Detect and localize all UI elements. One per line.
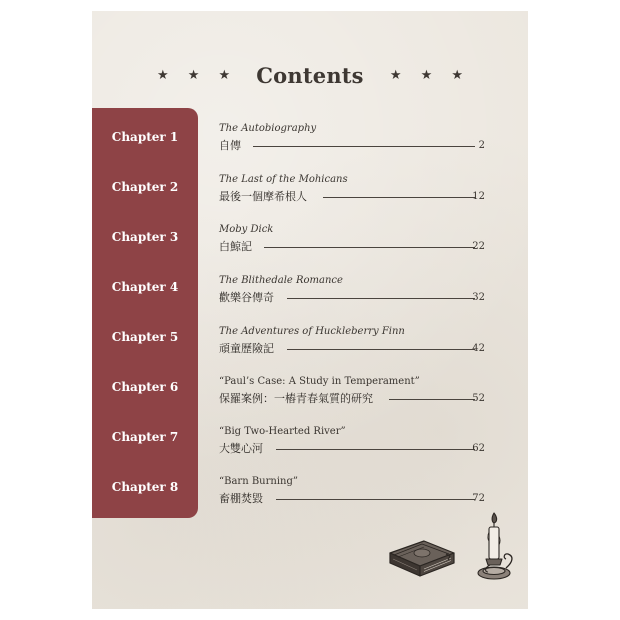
page-number: 32: [472, 292, 485, 303]
contents-heading: [92, 63, 528, 99]
star-icon: ★: [218, 68, 231, 83]
leader-line: [287, 298, 475, 299]
page-number: 22: [472, 241, 485, 252]
chapter-label: Chapter 2: [111, 180, 179, 194]
entry-chinese-title: 最後一個摩希根人: [219, 190, 307, 203]
toc-entry[interactable]: [219, 123, 489, 157]
entry-chinese-title: 頑童歷險記: [219, 342, 274, 355]
entry-english-title: The Blithedale Romance: [219, 275, 343, 286]
toc-entry[interactable]: [219, 224, 489, 258]
chapter-label: Chapter 5: [111, 330, 179, 344]
leader-line: [276, 499, 475, 500]
leader-line: [323, 197, 475, 198]
star-icon: ★: [389, 68, 402, 83]
entry-english-title: “Barn Burning”: [219, 476, 298, 487]
star-icon: ★: [187, 68, 200, 83]
toc-entry[interactable]: [219, 476, 489, 510]
toc-entry[interactable]: [219, 275, 489, 309]
page-number: 72: [472, 493, 485, 504]
chapter-label: Chapter 1: [111, 130, 179, 144]
contents-page: [92, 11, 528, 609]
entry-english-title: “Big Two-Hearted River”: [219, 426, 346, 437]
toc-entry[interactable]: [219, 376, 489, 410]
page-title: Contents: [256, 63, 364, 88]
entry-english-title: “Paul’s Case: A Study in Temperament”: [219, 376, 420, 387]
star-icon: ★: [451, 68, 463, 83]
chapter-label: Chapter 7: [111, 430, 179, 444]
page-number: 12: [472, 191, 485, 202]
old-book-icon: [384, 533, 458, 588]
page-number: 52: [472, 393, 485, 404]
toc-entry[interactable]: [219, 326, 489, 360]
page-number: 62: [472, 443, 485, 454]
chapter-label: Chapter 3: [111, 230, 179, 244]
leader-line: [276, 449, 475, 450]
chapter-label: Chapter 6: [111, 380, 179, 394]
entry-english-title: Moby Dick: [219, 224, 274, 235]
entry-chinese-title: 白鯨記: [219, 240, 252, 253]
entry-chinese-title: 大雙心河: [219, 442, 263, 455]
entry-english-title: The Autobiography: [219, 123, 317, 134]
entry-chinese-title: 自傳: [219, 139, 241, 152]
page-number: 2: [478, 140, 485, 151]
entry-english-title: The Last of the Mohicans: [219, 174, 348, 185]
star-icon: ★: [157, 68, 169, 83]
star-icon: ★: [420, 68, 433, 83]
chapter-label: Chapter 4: [111, 280, 179, 294]
entry-english-title: The Adventures of Huckleberry Finn: [219, 326, 405, 337]
leader-line: [287, 349, 475, 350]
toc-entry[interactable]: [219, 174, 489, 208]
entry-chinese-title: 保羅案例：一樁青春氣質的研究: [219, 392, 373, 405]
chapter-tab-panel: [92, 108, 198, 518]
toc-entry[interactable]: [219, 426, 489, 460]
candle-icon: [476, 510, 516, 593]
leader-line: [264, 247, 475, 248]
entry-chinese-title: 歡樂谷傳奇: [219, 291, 274, 304]
entry-chinese-title: 畜棚焚毀: [219, 492, 263, 505]
leader-line: [253, 146, 475, 147]
page-number: 42: [472, 343, 485, 354]
chapter-label: Chapter 8: [111, 480, 179, 494]
